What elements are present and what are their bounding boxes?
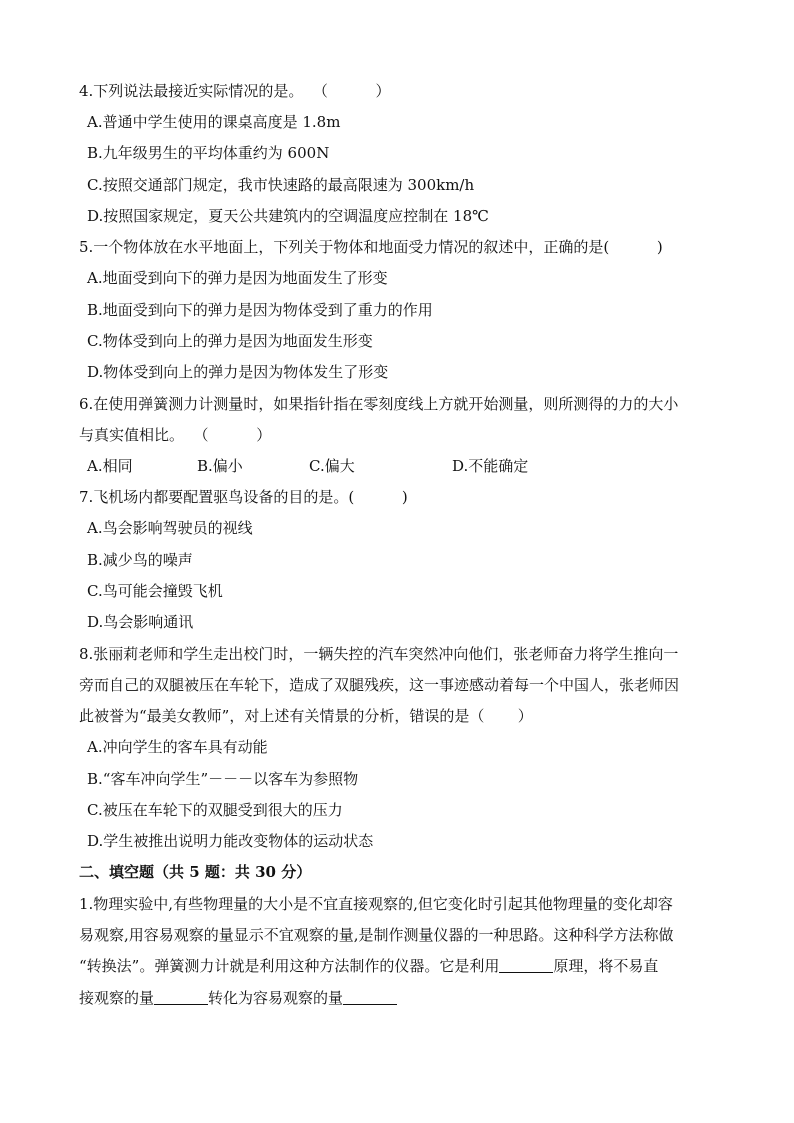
question-7-option-b: B.减少鸟的噪声: [87, 551, 193, 569]
fill-question-1-line-4: [79, 983, 719, 1014]
question-8-stem-line-3: 此被誉为“最美女教师”，对上述有关情景的分析，错误的是（ ）: [79, 707, 533, 725]
question-4-option-a: A.普通中学生使用的课桌高度是 1.8m: [87, 113, 341, 131]
answer-blank-easy-to-observe-quantity[interactable]: [343, 988, 397, 1005]
question-7-stem: 7.飞机场内都要配置驱鸟设备的目的是。( ): [79, 488, 408, 506]
question-5-option-a: A.地面受到向下的弹力是因为地面发生了形变: [87, 269, 388, 287]
answer-blank-hard-to-observe-quantity[interactable]: [154, 988, 208, 1005]
question-5-option-c: C.物体受到向上的弹力是因为地面发生形变: [87, 332, 373, 350]
question-6-stem-line-2: 与真实值相比。 （ ）: [79, 426, 272, 444]
fill-question-1-line-2: 易观察,用容易观察的量显示不宜观察的量,是制作测量仪器的一种思路。这种科学方法称做: [79, 926, 674, 944]
question-7-option-c: C.鸟可能会撞毁飞机: [87, 582, 223, 600]
question-6-option-b: B.偏小: [197, 457, 243, 475]
question-4-option-b: B.九年级男生的平均体重约为 600N: [87, 144, 330, 162]
question-8-option-d: D.学生被推出说明力能改变物体的运动状态: [87, 832, 374, 850]
question-5-option-d: D.物体受到向上的弹力是因为物体发生了形变: [87, 363, 389, 381]
question-8-option-a: A.冲向学生的客车具有动能: [87, 738, 268, 756]
fill-question-1-line-4-text-b: 转化为容易观察的量: [208, 989, 344, 1007]
question-5-option-b: B.地面受到向下的弹力是因为物体受到了重力的作用: [87, 301, 433, 319]
question-4-option-c: C.按照交通部门规定，我市快速路的最高限速为 300km/h: [87, 176, 475, 194]
question-6-options-row: [87, 451, 707, 482]
question-6-option-a: A.相同: [87, 457, 133, 475]
question-6-option-d: D.不能确定: [452, 457, 529, 475]
question-6-stem-line-1: 6.在使用弹簧测力计测量时，如果指针指在零刻度线上方就开始测量，则所测得的力的大小: [79, 395, 679, 413]
question-6-option-c: C.偏大: [309, 457, 355, 475]
question-8-option-c: C.被压在车轮下的双腿受到很大的压力: [87, 801, 343, 819]
question-5-stem: 5.一个物体放在水平地面上，下列关于物体和地面受力情况的叙述中，正确的是( ): [79, 238, 663, 256]
question-7-option-d: D.鸟会影响通讯: [87, 613, 194, 631]
question-4-stem: 4.下列说法最接近实际情况的是。 （ ）: [79, 82, 391, 100]
fill-question-1-line-3: [79, 951, 719, 982]
question-8-option-b: B.“客车冲向学生”－－－以客车为参照物: [87, 770, 359, 788]
fill-question-1-line-3-text-a: “转换法”。弹簧测力计就是利用这种方法制作的仪器。它是利用: [79, 957, 500, 975]
question-7-option-a: A.鸟会影响驾驶员的视线: [87, 519, 253, 537]
answer-blank-principle[interactable]: [499, 956, 553, 973]
fill-question-1-line-4-text-a: 接观察的量: [79, 989, 155, 1007]
section-heading-fill-in: 二、填空题（共 5 题：共 30 分）: [79, 863, 312, 881]
fill-question-1-line-1: 1.物理实验中,有些物理量的大小是不宜直接观察的,但它变化时引起其他物理量的变化却容: [79, 895, 673, 913]
fill-question-1-line-3-text-b: 原理，将不易直: [553, 957, 659, 975]
question-8-stem-line-1: 8.张丽莉老师和学生走出校门时，一辆失控的汽车突然冲向他们，张老师奋力将学生推向一: [79, 645, 679, 663]
question-8-stem-line-2: 旁而自己的双腿被压在车轮下，造成了双腿残疾，这一事迹感动着每一个中国人，张老师因: [79, 676, 680, 694]
question-4-option-d: D.按照国家规定，夏天公共建筑内的空调温度应控制在 18℃: [87, 207, 489, 225]
